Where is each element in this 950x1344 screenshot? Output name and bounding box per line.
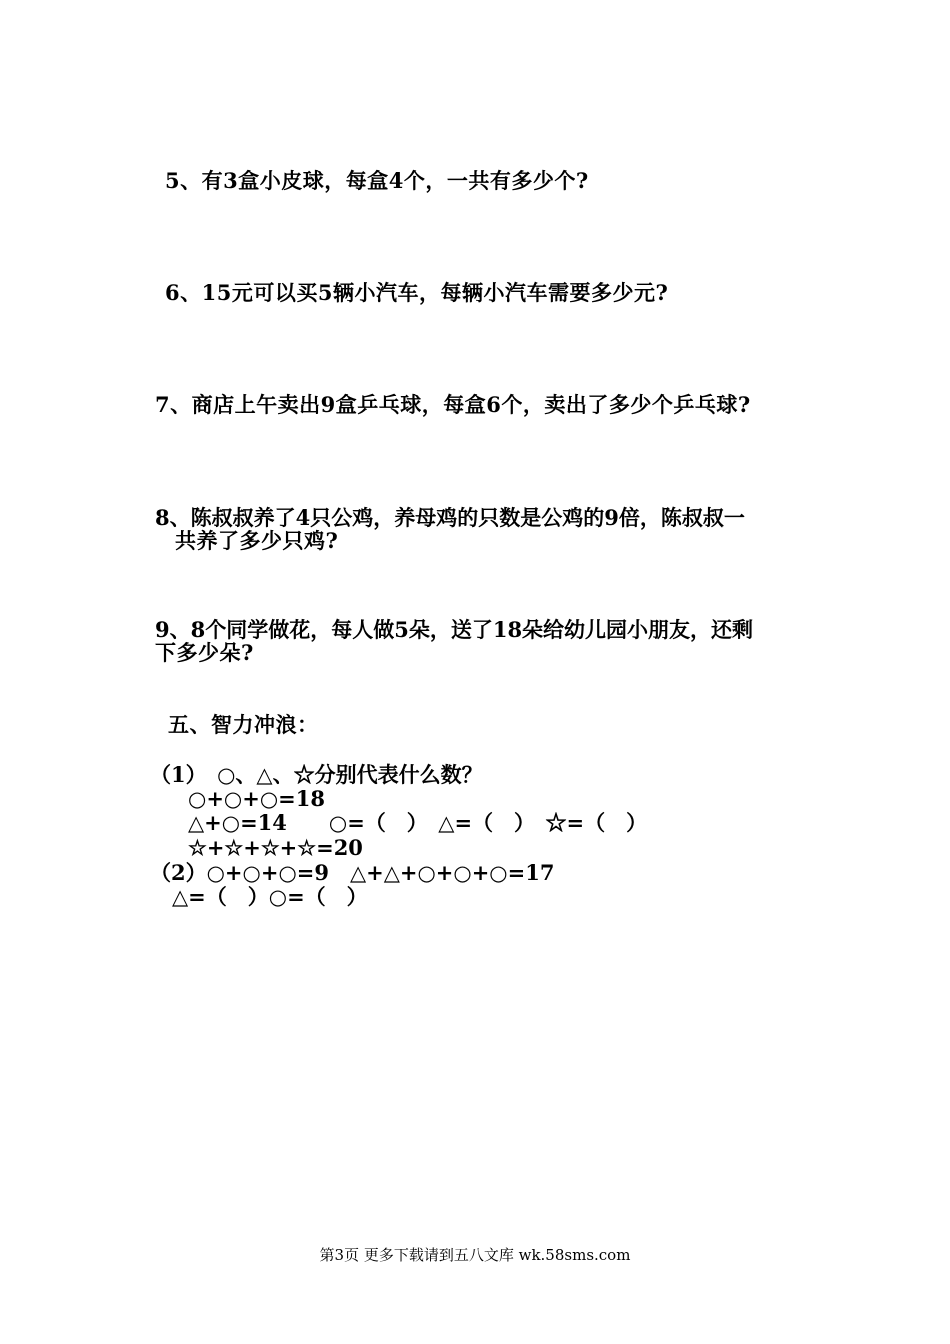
puzzle-1-equation-3: ☆+☆+☆+☆=20 <box>188 835 363 860</box>
puzzle-2-line-1: （2）○+○+○=9 △+△+○+○+○=17 <box>150 860 555 885</box>
puzzle-1-equation-2: △+○=14 ○=（ ） △=（ ） ☆=（ ） <box>188 810 648 835</box>
puzzle-2-line-2: △=（ ）○=（ ） <box>172 884 368 909</box>
puzzle-1-intro: （1） ○、△、☆分别代表什么数？ <box>150 762 483 787</box>
question-7: 7、商店上午卖出9盒乒乓球，每盒6个，卖出了多少个乒乓球? <box>155 392 751 417</box>
question-5: 5、有3盒小皮球，每盒4个，一共有多少个? <box>165 168 589 193</box>
page-footer: 第3页 更多下载请到五八文库 wk.58sms.com <box>319 1246 631 1264</box>
section-5-heading: 五、智力冲浪： <box>168 712 319 737</box>
question-9-line-1: 9、8个同学做花，每人做5朵，送了18朵给幼儿园小朋友，还剩 <box>155 617 754 642</box>
question-6: 6、15元可以买5辆小汽车，每辆小汽车需要多少元? <box>165 280 669 305</box>
puzzle-1-equation-1: ○+○+○=18 <box>188 786 325 811</box>
question-9-line-2: 下多少朵? <box>155 640 254 665</box>
question-8-line-1: 8、陈叔叔养了4只公鸡，养母鸡的只数是公鸡的9倍，陈叔叔一 <box>155 505 745 530</box>
question-8-line-2: 共养了多少只鸡? <box>175 528 339 553</box>
